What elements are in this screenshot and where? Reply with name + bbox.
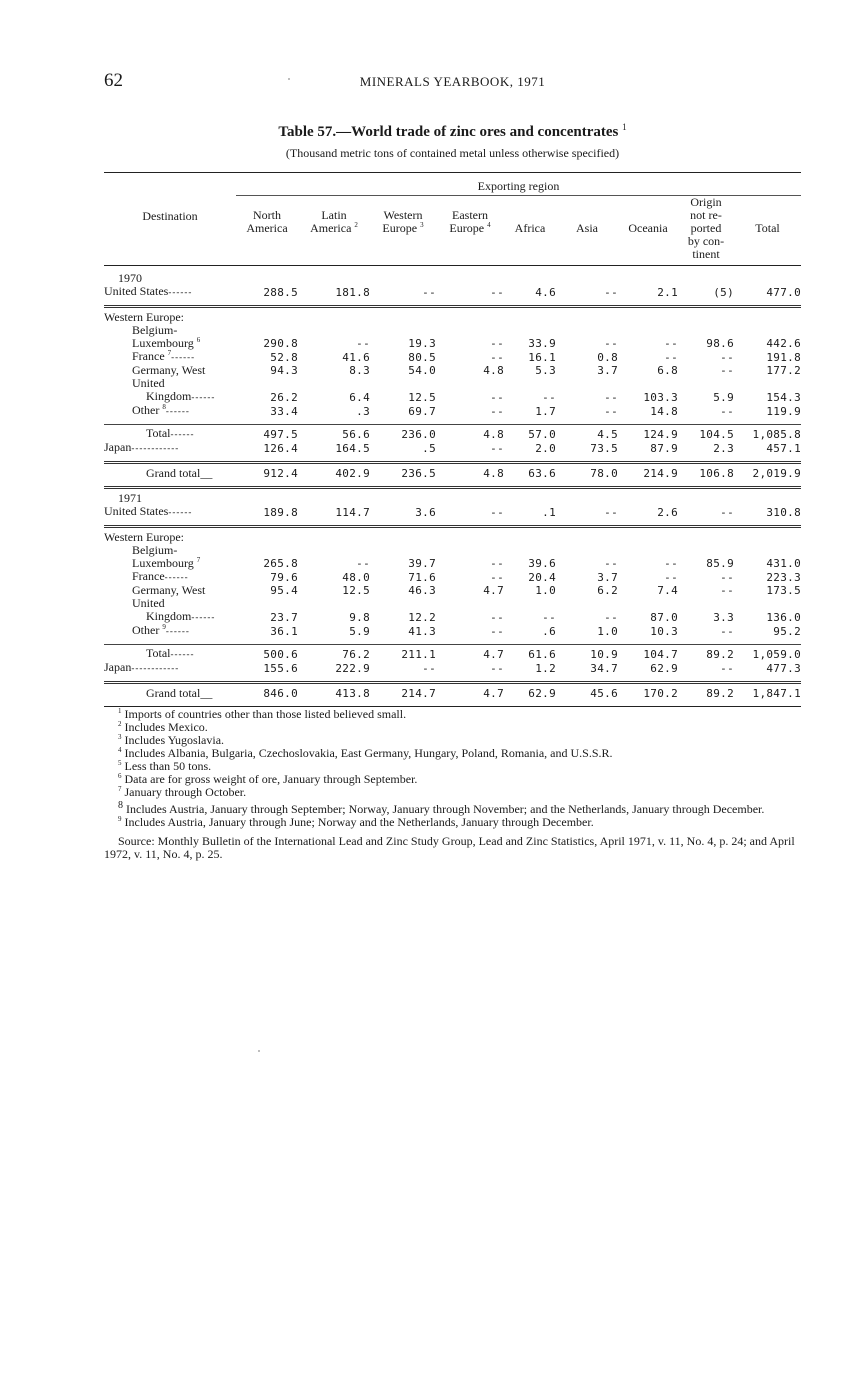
table-cell: -- bbox=[542, 391, 556, 404]
table-cell: 236.0 bbox=[401, 428, 436, 441]
table-title-note: 1 bbox=[622, 122, 627, 132]
table-cell: 23.7 bbox=[270, 611, 298, 624]
table-cell: -- bbox=[604, 506, 618, 519]
table-cell: .6 bbox=[542, 625, 556, 638]
table-cell: 14.8 bbox=[650, 405, 678, 418]
table-cell: 211.1 bbox=[401, 648, 436, 661]
table-cell: 80.5 bbox=[408, 351, 436, 364]
table-cell: 62.9 bbox=[650, 662, 678, 675]
region-label: Western Europe: bbox=[104, 530, 185, 544]
table-cell: 39.7 bbox=[408, 557, 436, 570]
table-cell: 5.9 bbox=[349, 625, 370, 638]
table-cell: 290.8 bbox=[263, 337, 298, 350]
table-cell: 173.5 bbox=[766, 584, 801, 597]
table-cell: -- bbox=[664, 351, 678, 364]
table-cell: 89.2 bbox=[706, 648, 734, 661]
table-cell: 10.3 bbox=[650, 625, 678, 638]
table-cell: -- bbox=[720, 351, 734, 364]
table-row: United States ------ 288.5 181.8 -- -- 4.6 -- 2.1 (5) 477.0 bbox=[104, 285, 801, 299]
table-cell: 431.0 bbox=[766, 557, 801, 570]
table-cell: 3.6 bbox=[415, 506, 436, 519]
table-cell: 191.8 bbox=[766, 351, 801, 364]
table-cell: 12.5 bbox=[408, 391, 436, 404]
table-cell: 214.9 bbox=[643, 467, 678, 480]
table-cell: 69.7 bbox=[408, 405, 436, 418]
table-cell: 95.4 bbox=[270, 584, 298, 597]
table-row: France $^7$ ------ 52.8 41.6 80.5 -- 16.1 0.8 -- -- 191.8 bbox=[104, 350, 801, 364]
table-cell: 1,059.0 bbox=[752, 648, 801, 661]
table-cell: 52.8 bbox=[270, 351, 298, 364]
year-row-1970: 1970 bbox=[118, 271, 142, 285]
table-cell: 310.8 bbox=[766, 506, 801, 519]
table-cell: -- bbox=[720, 662, 734, 675]
table-cell: 4.8 bbox=[483, 467, 504, 480]
table-row: Other $^9$ ------ 36.1 5.9 41.3 -- .6 1.0 10.3 -- 95.2 bbox=[104, 624, 801, 638]
table-cell: 6.8 bbox=[657, 364, 678, 377]
table-cell: 288.5 bbox=[263, 286, 298, 299]
table-row: Total ------ 500.6 76.2 211.1 4.7 61.6 10.9 104.7 89.2 1,059.0 bbox=[104, 647, 801, 661]
footnote: $^5$ Less than 50 tons. bbox=[118, 759, 212, 773]
table-row: Japan ------ ------ 126.4 164.5 .5 -- 2.0 73.5 87.9 2.3 457.1 bbox=[104, 441, 801, 455]
table-title bbox=[104, 122, 801, 141]
table-cell: 104.7 bbox=[643, 648, 678, 661]
table-cell: 223.3 bbox=[766, 571, 801, 584]
table-cell: 5.3 bbox=[535, 364, 556, 377]
footnote: $^4$ Includes Albania, Bulgaria, Czechoslovakia, East Germany, Hungary, Poland, Romania, and U.S.S.R. bbox=[118, 746, 613, 760]
table-cell: -- bbox=[664, 337, 678, 350]
table-cell: -- bbox=[720, 405, 734, 418]
table-cell: 1.0 bbox=[597, 625, 618, 638]
table-cell: 106.8 bbox=[699, 467, 734, 480]
table-cell: 5.9 bbox=[713, 391, 734, 404]
table-cell: 36.1 bbox=[270, 625, 298, 638]
table-row: France ------ 79.6 48.0 71.6 -- 20.4 3.7 -- -- 223.3 bbox=[104, 570, 801, 584]
table-cell: 2.6 bbox=[657, 506, 678, 519]
footnotes bbox=[104, 708, 801, 861]
table-cell: .3 bbox=[356, 405, 370, 418]
table-cell: 7.4 bbox=[657, 584, 678, 597]
table-cell: 4.7 bbox=[483, 687, 504, 700]
table-cell: 103.3 bbox=[643, 391, 678, 404]
table-cell: -- bbox=[604, 391, 618, 404]
table-cell: 46.3 bbox=[408, 584, 436, 597]
table-cell: 3.7 bbox=[597, 364, 618, 377]
table-row: Luxembourg $^6$ 290.8 -- 19.3 -- 33.9 -- -- 98.6 442.6 bbox=[132, 336, 801, 350]
page-header bbox=[104, 70, 801, 94]
table-cell: 12.5 bbox=[342, 584, 370, 597]
table-cell: 1.0 bbox=[535, 584, 556, 597]
year-row-1971: 1971 bbox=[118, 491, 142, 505]
table-cell: 413.8 bbox=[335, 687, 370, 700]
footnote: $^8$ Includes Austria, January through September; Norway, January through November; and the Netherlands, January through December. bbox=[118, 800, 765, 816]
table-cell: -- bbox=[664, 557, 678, 570]
table-cell: 265.8 bbox=[263, 557, 298, 570]
table-cell: 33.9 bbox=[528, 337, 556, 350]
table-cell: 12.2 bbox=[408, 611, 436, 624]
table-cell: (5) bbox=[713, 286, 734, 299]
table-subtitle: (Thousand metric tons of contained metal unless otherwise specified) bbox=[285, 146, 620, 160]
table-cell: 62.9 bbox=[528, 687, 556, 700]
table-cell: -- bbox=[664, 571, 678, 584]
table-cell: 124.9 bbox=[643, 428, 678, 441]
table-cell: 189.8 bbox=[263, 506, 298, 519]
table-cell: -- bbox=[490, 611, 504, 624]
table-cell: 45.6 bbox=[590, 687, 618, 700]
table-cell: -- bbox=[604, 405, 618, 418]
table-row: United States ------ 189.8 114.7 3.6 -- .1 -- 2.6 -- 310.8 bbox=[104, 505, 801, 519]
footnote: $^2$ Includes Mexico. bbox=[118, 720, 208, 734]
exporting-region-header: Exporting region bbox=[236, 177, 801, 196]
sub-label: United bbox=[132, 376, 165, 390]
table-cell: 19.3 bbox=[408, 337, 436, 350]
table-row: Germany, West 95.4 12.5 46.3 4.7 1.0 6.2 7.4 -- 173.5 bbox=[132, 583, 801, 597]
table-row: Japan ------ ------ 155.6 222.9 -- -- 1.2 34.7 62.9 -- 477.3 bbox=[104, 661, 801, 675]
running-head: MINERALS YEARBOOK, 1971 bbox=[359, 74, 546, 89]
col-africa: Africa bbox=[514, 221, 546, 235]
table-cell: 85.9 bbox=[706, 557, 734, 570]
table-cell: 1,085.8 bbox=[752, 428, 801, 441]
table-row: Kingdom ------ 26.2 6.4 12.5 -- -- -- 103.3 5.9 154.3 bbox=[104, 390, 801, 404]
table-cell: -- bbox=[542, 611, 556, 624]
table-cell: 846.0 bbox=[263, 687, 298, 700]
table-row: Grand total__ 912.4 402.9 236.5 4.8 63.6 78.0 214.9 106.8 2,019.9 bbox=[146, 466, 801, 480]
table-cell: -- bbox=[490, 625, 504, 638]
table-cell: -- bbox=[490, 286, 504, 299]
table-cell: 126.4 bbox=[263, 442, 298, 455]
table-cell: -- bbox=[422, 662, 436, 675]
table-cell: -- bbox=[720, 625, 734, 638]
table-cell: -- bbox=[720, 584, 734, 597]
table-cell: -- bbox=[490, 571, 504, 584]
table-cell: 236.5 bbox=[401, 467, 436, 480]
table-cell: 87.9 bbox=[650, 442, 678, 455]
table-row: Other $^8$ ------ 33.4 .3 69.7 -- 1.7 -- 14.8 -- 119.9 bbox=[104, 404, 801, 418]
table-cell: 79.6 bbox=[270, 571, 298, 584]
table-cell: -- bbox=[720, 506, 734, 519]
table-cell: -- bbox=[490, 351, 504, 364]
table-cell: -- bbox=[490, 442, 504, 455]
table-cell: -- bbox=[490, 391, 504, 404]
table-cell: 6.4 bbox=[349, 391, 370, 404]
table-cell: 41.6 bbox=[342, 351, 370, 364]
table-cell: 98.6 bbox=[706, 337, 734, 350]
table-cell: 177.2 bbox=[766, 364, 801, 377]
table-cell: 16.1 bbox=[528, 351, 556, 364]
table-cell: 164.5 bbox=[335, 442, 370, 455]
table-title-text: Table 57.—World trade of zinc ores and concentrates bbox=[278, 124, 619, 140]
table-cell: 4.8 bbox=[483, 364, 504, 377]
table-cell: 54.0 bbox=[408, 364, 436, 377]
table-cell: 73.5 bbox=[590, 442, 618, 455]
table-cell: 8.3 bbox=[349, 364, 370, 377]
table-cell: 9.8 bbox=[349, 611, 370, 624]
table-cell: 214.7 bbox=[401, 687, 436, 700]
table-cell: 39.6 bbox=[528, 557, 556, 570]
region-label: Western Europe: bbox=[104, 310, 185, 324]
footnote: $^6$ Data are for gross weight of ore, January through September. bbox=[118, 772, 418, 786]
col-oceania: Oceania bbox=[628, 221, 668, 235]
table-cell: .5 bbox=[422, 442, 436, 455]
source-note: Source: Monthly Bulletin of the International Lead and Zinc Study Group, Lead and Zinc Statistics, April 1971, v. 11, No. 4, p. 24; and April 1972, v. 11, No. 4, p. 25. bbox=[104, 834, 795, 861]
table-cell: 1.2 bbox=[535, 662, 556, 675]
table-cell: 477.0 bbox=[766, 286, 801, 299]
col-total: Total bbox=[755, 221, 780, 235]
table-cell: -- bbox=[356, 337, 370, 350]
table-cell: -- bbox=[490, 557, 504, 570]
col-asia: Asia bbox=[576, 221, 598, 235]
table-cell: 48.0 bbox=[342, 571, 370, 584]
table-cell: -- bbox=[490, 506, 504, 519]
table-cell: 20.4 bbox=[528, 571, 556, 584]
table-cell: 2.1 bbox=[657, 286, 678, 299]
table-cell: 119.9 bbox=[766, 405, 801, 418]
col-eastern-europe: Eastern Europe $^4$ bbox=[449, 208, 491, 235]
table-cell: 10.9 bbox=[590, 648, 618, 661]
table-cell: 222.9 bbox=[335, 662, 370, 675]
table-cell: 136.0 bbox=[766, 611, 801, 624]
table-cell: 477.3 bbox=[766, 662, 801, 675]
table-cell: 56.6 bbox=[342, 428, 370, 441]
table-cell: 71.6 bbox=[408, 571, 436, 584]
table-cell: 26.2 bbox=[270, 391, 298, 404]
table-cell: 4.5 bbox=[597, 428, 618, 441]
table-cell: 104.5 bbox=[699, 428, 734, 441]
table-cell: -- bbox=[422, 286, 436, 299]
table-cell: -- bbox=[720, 364, 734, 377]
footnote: $^9$ Includes Austria, January through June; Norway and the Netherlands, January through December. bbox=[118, 815, 594, 829]
table-cell: .1 bbox=[542, 506, 556, 519]
footnote: $^1$ Imports of countries other than those listed believed small. bbox=[118, 707, 407, 721]
table-cell: 4.7 bbox=[483, 584, 504, 597]
table-cell: 181.8 bbox=[335, 286, 370, 299]
table-cell: 78.0 bbox=[590, 467, 618, 480]
table-cell: -- bbox=[720, 571, 734, 584]
table-cell: -- bbox=[356, 557, 370, 570]
table-cell: 154.3 bbox=[766, 391, 801, 404]
col-north-america: North America bbox=[246, 208, 288, 235]
table-cell: -- bbox=[604, 286, 618, 299]
table-row: Total ------ 497.5 56.6 236.0 4.8 57.0 4.5 124.9 104.5 1,085.8 bbox=[104, 427, 801, 441]
table-cell: 1,847.1 bbox=[752, 687, 801, 700]
col-latin-america: Latin America $^2$ bbox=[310, 208, 358, 235]
table-row: Luxembourg $^7$ 265.8 -- 39.7 -- 39.6 -- -- 85.9 431.0 bbox=[132, 556, 801, 570]
table-cell: -- bbox=[604, 557, 618, 570]
table-cell: 94.3 bbox=[270, 364, 298, 377]
table-cell: 2,019.9 bbox=[752, 467, 801, 480]
table-row: Germany, West 94.3 8.3 54.0 4.8 5.3 3.7 6.8 -- 177.2 bbox=[132, 363, 801, 377]
table-cell: 912.4 bbox=[263, 467, 298, 480]
table-cell: 41.3 bbox=[408, 625, 436, 638]
table-cell: 2.0 bbox=[535, 442, 556, 455]
page-number: 62 bbox=[104, 70, 123, 91]
table-cell: 155.6 bbox=[263, 662, 298, 675]
sub-label: Belgium- bbox=[132, 543, 178, 557]
table-cell: 500.6 bbox=[263, 648, 298, 661]
sub-label: Belgium- bbox=[132, 323, 178, 337]
table-cell: 33.4 bbox=[270, 405, 298, 418]
table-cell: 57.0 bbox=[528, 428, 556, 441]
trade-table bbox=[104, 172, 801, 708]
table-cell: 402.9 bbox=[335, 467, 370, 480]
table-cell: -- bbox=[604, 337, 618, 350]
destination-header: Destination bbox=[142, 208, 198, 223]
table-cell: 87.0 bbox=[650, 611, 678, 624]
table-cell: 170.2 bbox=[643, 687, 678, 700]
footnote: $^3$ Includes Yugoslavia. bbox=[118, 733, 225, 747]
table-cell: 61.6 bbox=[528, 648, 556, 661]
table-cell: 0.8 bbox=[597, 351, 618, 364]
table-row: Kingdom ------ 23.7 9.8 12.2 -- -- -- 87.0 3.3 136.0 bbox=[104, 610, 801, 624]
table-cell: 4.6 bbox=[535, 286, 556, 299]
table-cell: 3.3 bbox=[713, 611, 734, 624]
table-cell: 34.7 bbox=[590, 662, 618, 675]
table-cell: 114.7 bbox=[335, 506, 370, 519]
table-cell: 497.5 bbox=[263, 428, 298, 441]
table-cell: 89.2 bbox=[706, 687, 734, 700]
table-cell: 95.2 bbox=[773, 625, 801, 638]
table-cell: 76.2 bbox=[342, 648, 370, 661]
table-cell: 3.7 bbox=[597, 571, 618, 584]
table-cell: 6.2 bbox=[597, 584, 618, 597]
table-cell: -- bbox=[490, 405, 504, 418]
footnote: $^7$ January through October. bbox=[118, 785, 247, 799]
table-cell: -- bbox=[490, 337, 504, 350]
table-cell: 442.6 bbox=[766, 337, 801, 350]
table-cell: 2.3 bbox=[713, 442, 734, 455]
table-row: Grand total__ 846.0 413.8 214.7 4.7 62.9 45.6 170.2 89.2 1,847.1 bbox=[146, 686, 801, 700]
table-cell: 63.6 bbox=[528, 467, 556, 480]
scan-speck bbox=[258, 1050, 260, 1052]
col-origin-not-reported: Origin not re- ported by con- tinent bbox=[687, 195, 725, 261]
table-cell: -- bbox=[604, 611, 618, 624]
table-cell: 1.7 bbox=[535, 405, 556, 418]
table-cell: 457.1 bbox=[766, 442, 801, 455]
sub-label: United bbox=[132, 596, 165, 610]
col-western-europe: Western Europe $^3$ bbox=[382, 208, 424, 235]
table-cell: 4.8 bbox=[483, 428, 504, 441]
table-cell: 4.7 bbox=[483, 648, 504, 661]
table-cell: -- bbox=[490, 662, 504, 675]
scan-speck bbox=[288, 78, 290, 80]
